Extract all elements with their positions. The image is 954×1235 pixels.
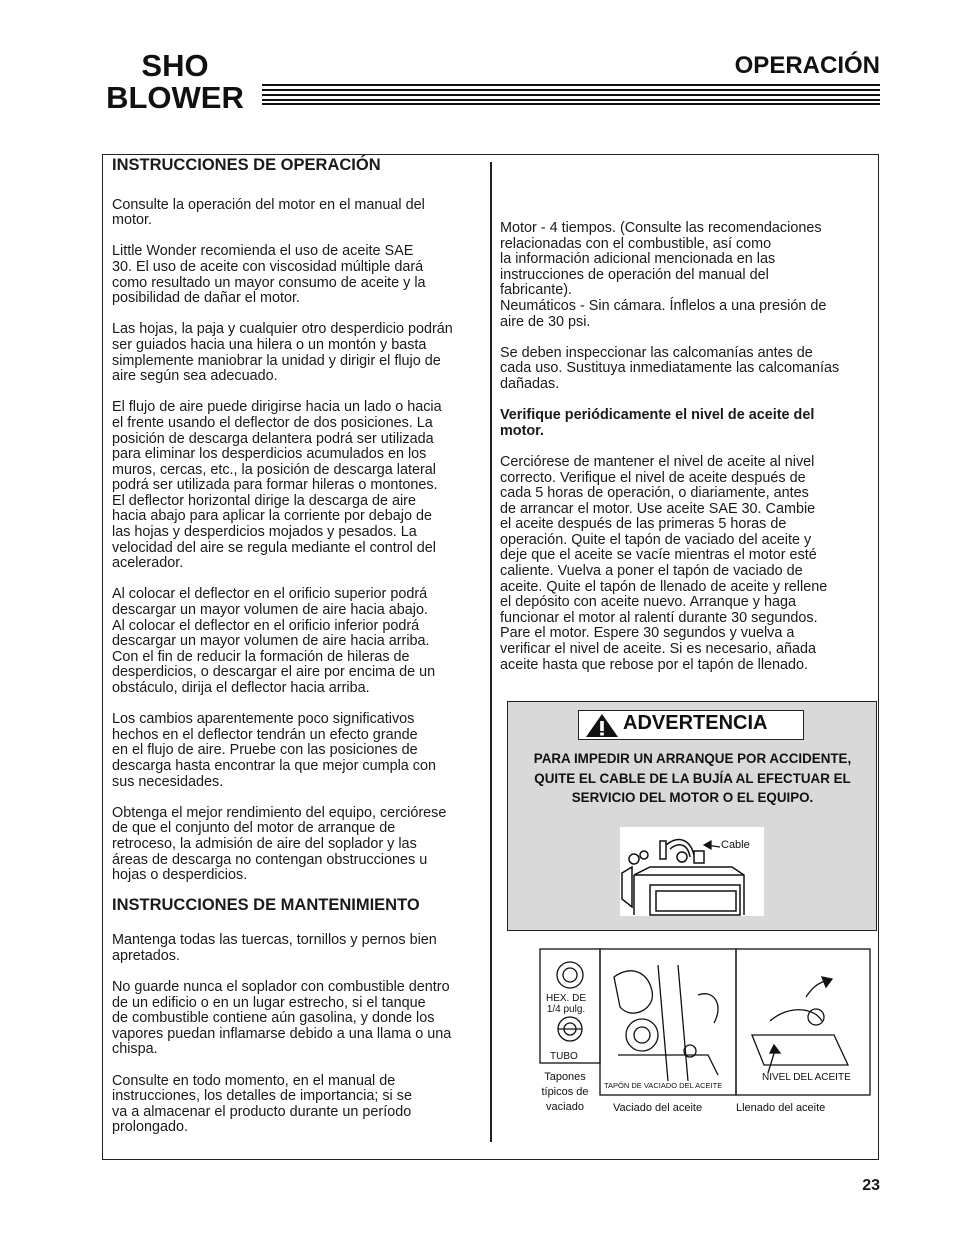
paragraph-bold: Verifique periódicamente el nivel de aceite del motor.: [500, 407, 815, 439]
brand-title: [100, 50, 250, 114]
paragraph: Cerciórese de mantener el nivel de aceite al nivel correcto. Verifique el nivel de aceite después de cada 5 horas de operación, o diariamente, antes de arrancar el motor. Use aceite SAE 30. Cambie el aceite después de las primeras 5 horas de operación. Quite el tapón de vaciado del aceite y deje que el aceite se vacíe mientras el motor esté caliente. Vuelva a poner el tapón de vaciado de aceite. Quite el tapón de llenado de aceite y rellene el depósito con aceite nuevo. Arranque y haga funcionar el motor al ralentí durante 30 segundos. Pare el motor. Espere 30 segundos y vuelva a verificar el nivel de aceite. Si es necesario, añada aceite hasta que rebose por el tapón de llenado.: [500, 453, 828, 673]
warning-label: [578, 710, 804, 740]
cable-label: Cable: [721, 839, 750, 851]
paragraph: El flujo de aire puede dirigirse hacia un lado o hacia el frente usando el deflector de dos posiciones. La posición de descarga delantera podrá ser utilizada para eliminar los desperdicios acumulados en los muros, cercas, etc., la posición de descarga lateral podrá ser utilizada para formar hileras o montones. El deflector horizontal dirige la descarga de aire hacia abajo para aplicar la corriente por debajo de las hojas y desperdicios mojados y pesados. La velocidad del aire se regula mediante el control del acelerador.: [112, 399, 442, 572]
paragraph: Little Wonder recomienda el uso de aceite SAE 30. El uso de aceite con viscosidad múltiple dará como resultado un mayor consumo de aceite y la posibilidad de dañar el motor.: [112, 243, 426, 307]
drain-plug-label: TAPÓN DE VACIADO DEL ACEITE: [604, 1081, 723, 1090]
paragraph: Al colocar el deflector en el orificio superior podrá descargar un mayor volumen de aire hacia abajo. Al colocar el deflector en el orificio inferior podrá descargar un mayor volumen de aire hacia arriba. Con el fin de reducir la formación de hileras de desperdicios, o descargar el aire por encima de un obstáculo, dirija el deflector hacia arriba.: [112, 586, 436, 696]
paragraph: Las hojas, la paja y cualquier otro desperdicio podrán ser guiados hacia una hilera o un montón y basta simplemente maniobrar la unidad y dirigir el flujo de aire según sea adecuado.: [112, 321, 453, 385]
heading-maintenance: INSTRUCCIONES DE MANTENIMIENTO: [112, 895, 420, 914]
paragraph: Consulte en todo momento, en el manual de instrucciones, los detalles de importancia; si se va a almacenar el producto durante un período prolongado.: [112, 1072, 412, 1136]
paragraph: Consulte la operación del motor en el manual del motor.: [112, 196, 425, 229]
brand-line-1: SHO: [141, 48, 209, 83]
paragraph: Mantenga todas las tuercas, tornillos y pernos bien apretados.: [112, 932, 437, 964]
warning-icon: [585, 713, 619, 738]
brand-line-2: BLOWER: [106, 80, 244, 115]
fill-caption: Llenado del aceite: [736, 1102, 826, 1114]
warning-text: PARA IMPEDIR UN ARRANQUE POR ACCIDENTE, QUITE EL CABLE DE LA BUJÍA AL EFECTUAR EL SERVICIO DEL MOTOR O EL EQUIPO.: [533, 751, 852, 805]
column-divider: [490, 162, 492, 1142]
tapones-caption: Tapones típicos de vaciado: [541, 1071, 589, 1113]
tubo-label: TUBO: [550, 1051, 578, 1062]
paragraph: Los cambios aparentemente poco significativos hechos en el deflector tendrán un efecto grande en el flujo de aire. Pruebe con las posiciones de descarga hasta encontrar la que mejor cumpla con sus necesidades.: [112, 711, 436, 790]
warning-label-text: ADVERTENCIA: [623, 712, 768, 734]
engine-illustration: [620, 827, 764, 916]
heading-operation: INSTRUCCIONES DE OPERACIÓN: [112, 156, 381, 174]
paragraph: No guarde nunca el soplador con combustible dentro de un edificio o en un lugar estrecho, si el tanque de combustible contiene aún gasolina, y donde los vapores puedan inflamarse debido a una llama o una chispa.: [112, 979, 452, 1058]
left-column: [112, 158, 484, 1152]
oil-level-label: NIVEL DEL ACEITE: [762, 1072, 851, 1083]
right-column: [500, 221, 870, 689]
hex-label: HEX. DE 1/4 pulg.: [546, 993, 587, 1015]
paragraph: Motor - 4 tiempos. (Consulte las recomendaciones relacionadas con el combustible, así como la información adicional mencionada en las instrucciones de operación del manual del fabricante). Neumáticos - Sin cámara. Ínflelos a una presión de aire de 30 psi.: [500, 220, 827, 330]
paragraph: Se deben inspeccionar las calcomanías antes de cada uso. Sustituya inmediatamente las calcomanías dañadas.: [500, 344, 840, 392]
page-number: 23: [862, 1177, 880, 1194]
drain-caption: Vaciado del aceite: [613, 1102, 703, 1114]
paragraph: Obtenga el mejor rendimiento del equipo, cerciórese de que el conjunto del motor de arranque de retroceso, la admisión de aire del soplador y las áreas de descarga no contengan obstrucciones u hojas o desperdicios.: [112, 804, 447, 884]
section-title: OPERACIÓN: [734, 52, 880, 79]
